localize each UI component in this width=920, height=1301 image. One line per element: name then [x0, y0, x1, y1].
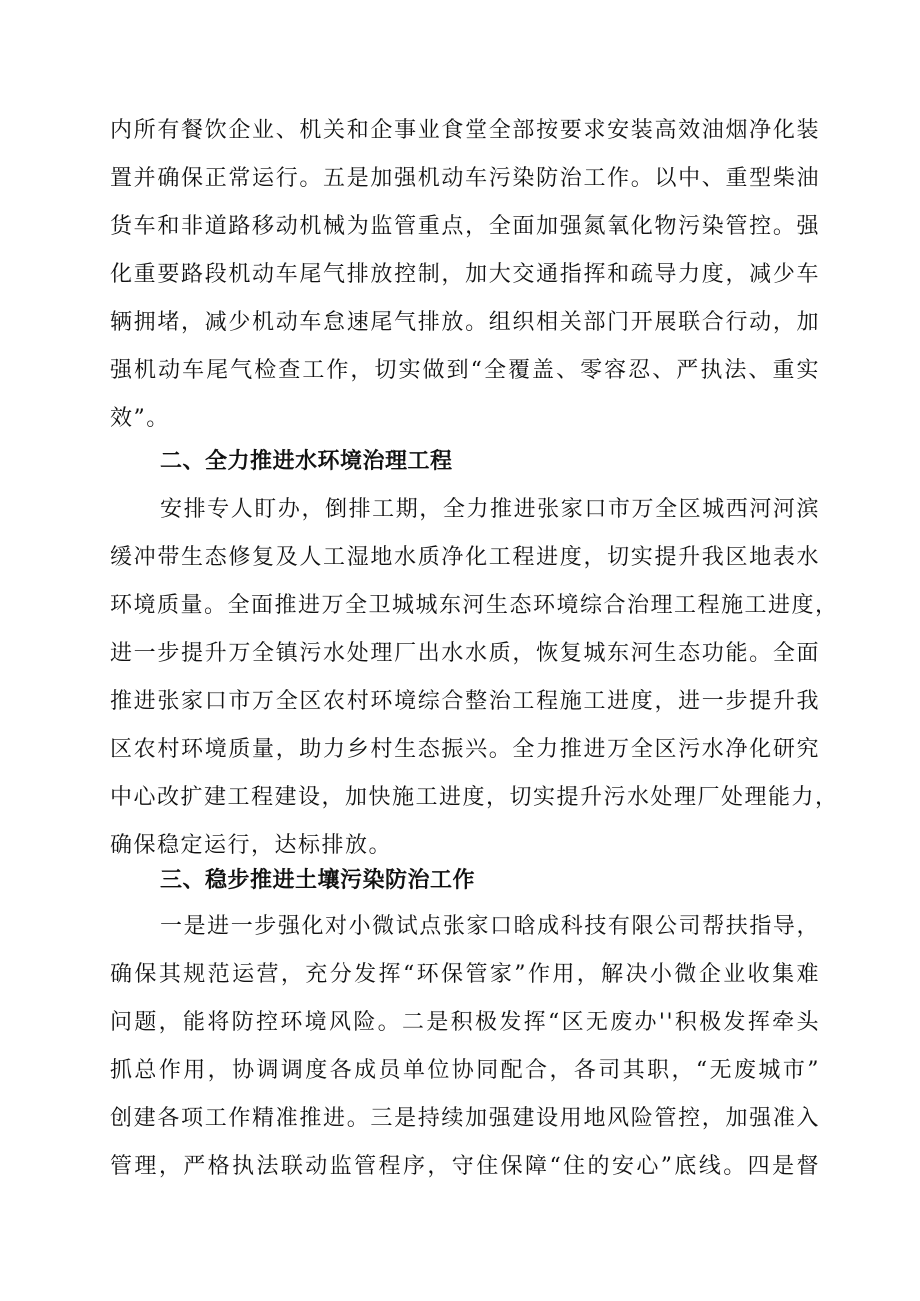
body-text-line: 强机动车尾气检查工作，切实做到“全覆盖、零容忍、严执法、重实	[110, 358, 820, 383]
body-text-line: 管理，严格执法联动监管程序，守住保障“住的安心”底线。四是督	[110, 1154, 820, 1179]
body-text-line: 置并确保正常运行。五是加强机动车污染防治工作。以中、重型柴油	[110, 166, 820, 191]
body-text-line: 安排专人盯办，倒排工期，全力推进张家口市万全区城西河河滨	[160, 497, 820, 522]
body-text-line: 货车和非道路移动机械为监管重点，全面加强氮氧化物污染管控。强	[110, 214, 820, 239]
body-text-line: 抓总作用，协调调度各成员单位协同配合，各司其职，“无废城市”	[110, 1058, 820, 1083]
body-text-line: 确保其规范运营，充分发挥“环保管家”作用，解决小微企业收集难	[110, 962, 820, 987]
section-heading-soil: 三、稳步推进土壤污染防治工作	[160, 868, 476, 893]
body-text-line: 进一步提升万全镇污水处理厂出水水质，恢复城东河生态功能。全面	[110, 641, 820, 666]
body-text-line: 环境质量。全面推进万全卫城城东河生态环境综合治理工程施工进度，	[110, 593, 839, 618]
body-text-line: 内所有餐饮企业、机关和企事业食堂全部按要求安装高效油烟净化装	[110, 118, 820, 143]
body-text-line: 确保稳定运行，达标排放。	[110, 833, 393, 858]
body-text-line: 效”。	[110, 406, 170, 431]
body-text-line: 一是进一步强化对小微试点张家口晗成科技有限公司帮扶指导，	[160, 914, 820, 939]
body-text-line: 区农村环境质量，助力乡村生态振兴。全力推进万全区污水净化研究	[110, 737, 820, 762]
section-heading-water: 二、全力推进水环境治理工程	[160, 449, 453, 474]
body-text-line: 中心改扩建工程建设，加快施工进度，切实提升污水处理厂处理能力，	[110, 785, 839, 810]
body-text-line: 缓冲带生态修复及人工湿地水质净化工程进度，切实提升我区地表水	[110, 545, 820, 570]
body-text-line: 创建各项工作精准推进。三是持续加强建设用地风险管控，加强准入	[110, 1106, 820, 1131]
body-text-line: 化重要路段机动车尾气排放控制，加大交通指挥和疏导力度，减少车	[110, 262, 820, 287]
body-text-line: 辆拥堵，减少机动车怠速尾气排放。组织相关部门开展联合行动，加	[110, 310, 820, 335]
body-text-line: 问题，能将防控环境风险。二是积极发挥“区无废办''积极发挥牵头	[110, 1010, 820, 1035]
body-text-line: 推进张家口市万全区农村环境综合整治工程施工进度，进一步提升我	[110, 689, 820, 714]
